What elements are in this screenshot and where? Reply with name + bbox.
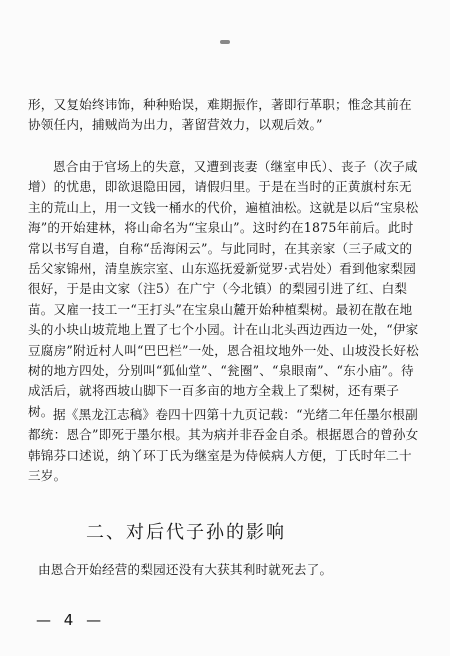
paragraph-section-intro: 由恩合开始经营的梨园还没有大获其利时就死去了。 xyxy=(38,562,333,577)
section-heading: 二、对后代子孙的影响 xyxy=(86,522,286,543)
paragraph-records: 据《黑龙江志稿》卷四十四第十九页记载：“光绪二年任墨尔根副都统：恩合”即死于墨尔根。其为病并非吞金自杀。根据恩合的曾孙女韩锦芬口述说，纳丫环丁氏为继室是为侍候病人方便，丁氏时年二十三岁。 xyxy=(28,407,419,484)
paragraph-continued: 形，又复始终讳饰，种种贻误，难期振作，著即行革职；惟念其前在协领任内，捕贼尚为出力，著留营效力，以观后效。” xyxy=(28,97,412,133)
print-mark xyxy=(220,40,230,44)
paragraph-enhe-retirement: 恩合由于官场上的失意，又遭到丧妻（继室申氏）、丧子（次子咸增）的忧患，即欲退隐田园，请假归里。于是在当时的正黄旗村东无主的荒山上，用一文钱一桶水的代价，遍植油松。这就是以后“宝泉松海”的开始建林，将山命名为“宝泉山”。这时约在1875年前后。此时常以书写自遣，自称“岳海闲云”。与此同时，在其亲家（三子咸文的岳父家锦州，清皇族宗室、山东巡抚爱新觉罗·式岩处）看到他家梨园很好，于是由文家（注5）在广宁（今北镇）的梨园引进了红、白梨苗。又雇一技工一“王打头”在宝泉山麓开始种植梨树。最初在散在地头的小块山坡荒地上置了七个小园。计在山北头西边西边一处，“伊家豆腐房”附近村人叫“巴巴栏”一处，恩合祖坟地外一处、山坡没长好松树的地方四处，分别叫“狐仙堂”、“瓮圈”、“泉眼南”、“东小庙”。待成活后，就将西坡山脚下一百多亩的地方全栽上了梨树，还有栗子树。 xyxy=(28,159,419,419)
page-number: — 4 — xyxy=(36,611,106,629)
